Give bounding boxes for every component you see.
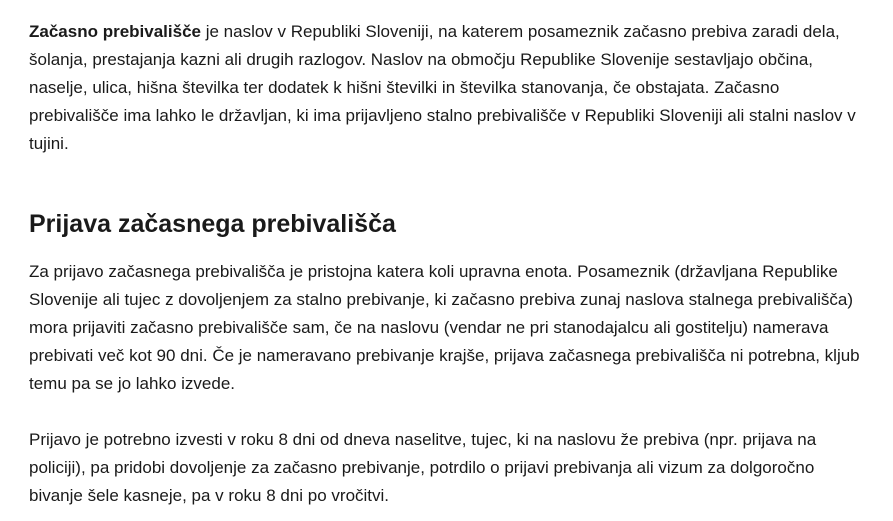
section-paragraph-2: Prijavo je potrebno izvesti v roku 8 dni od dneva naselitve, tujec, ki na naslovu že prebiva (npr. prijava na policiji), pa pridobi dovoljenje za začasno prebivanje, potrdilo o prijavi prebivanja ali vizum za dolgoročno bivanje šele kasneje, pa v roku 8 dni po vročitvi. [29, 430, 817, 505]
section-heading: Prijava začasnega prebivališča [29, 210, 396, 238]
intro-bold-term: Začasno prebivališče [29, 22, 201, 41]
intro-paragraph [29, 18, 869, 158]
section-paragraph-1: Za prijavo začasnega prebivališča je pristojna katera koli upravna enota. Posameznik (državljana Republike Slovenije ali tujec z dovoljenjem za stalno prebivanje, ki začasno prebiva zunaj naslova stalnega prebivališča) mora prijaviti začasno prebivališče sam, če na naslovu (vendar ne pri stanodajalcu ali gostitelju) namerava prebivati več kot 90 dni. Če je nameravano prebivanje krajše, prijava začasnega prebivališča ni potrebna, kljub temu pa se jo lahko izvede. [29, 262, 860, 393]
article-content [29, 18, 869, 510]
intro-text: je naslov v Republiki Sloveniji, na katerem posameznik začasno prebiva zaradi dela, šolanja, prestajanja kazni ali drugih razlogov. Naslov na območju Republike Slovenije sestavljajo občina, naselje, ulica, hišna številka ter dodatek k hišni številki in številka stanovanja, če obstajata. Začasno prebivališče ima lahko le državljan, ki ima prijavljeno stalno prebivališče v Republiki Sloveniji ali stalni naslov v tujini. [29, 22, 856, 153]
